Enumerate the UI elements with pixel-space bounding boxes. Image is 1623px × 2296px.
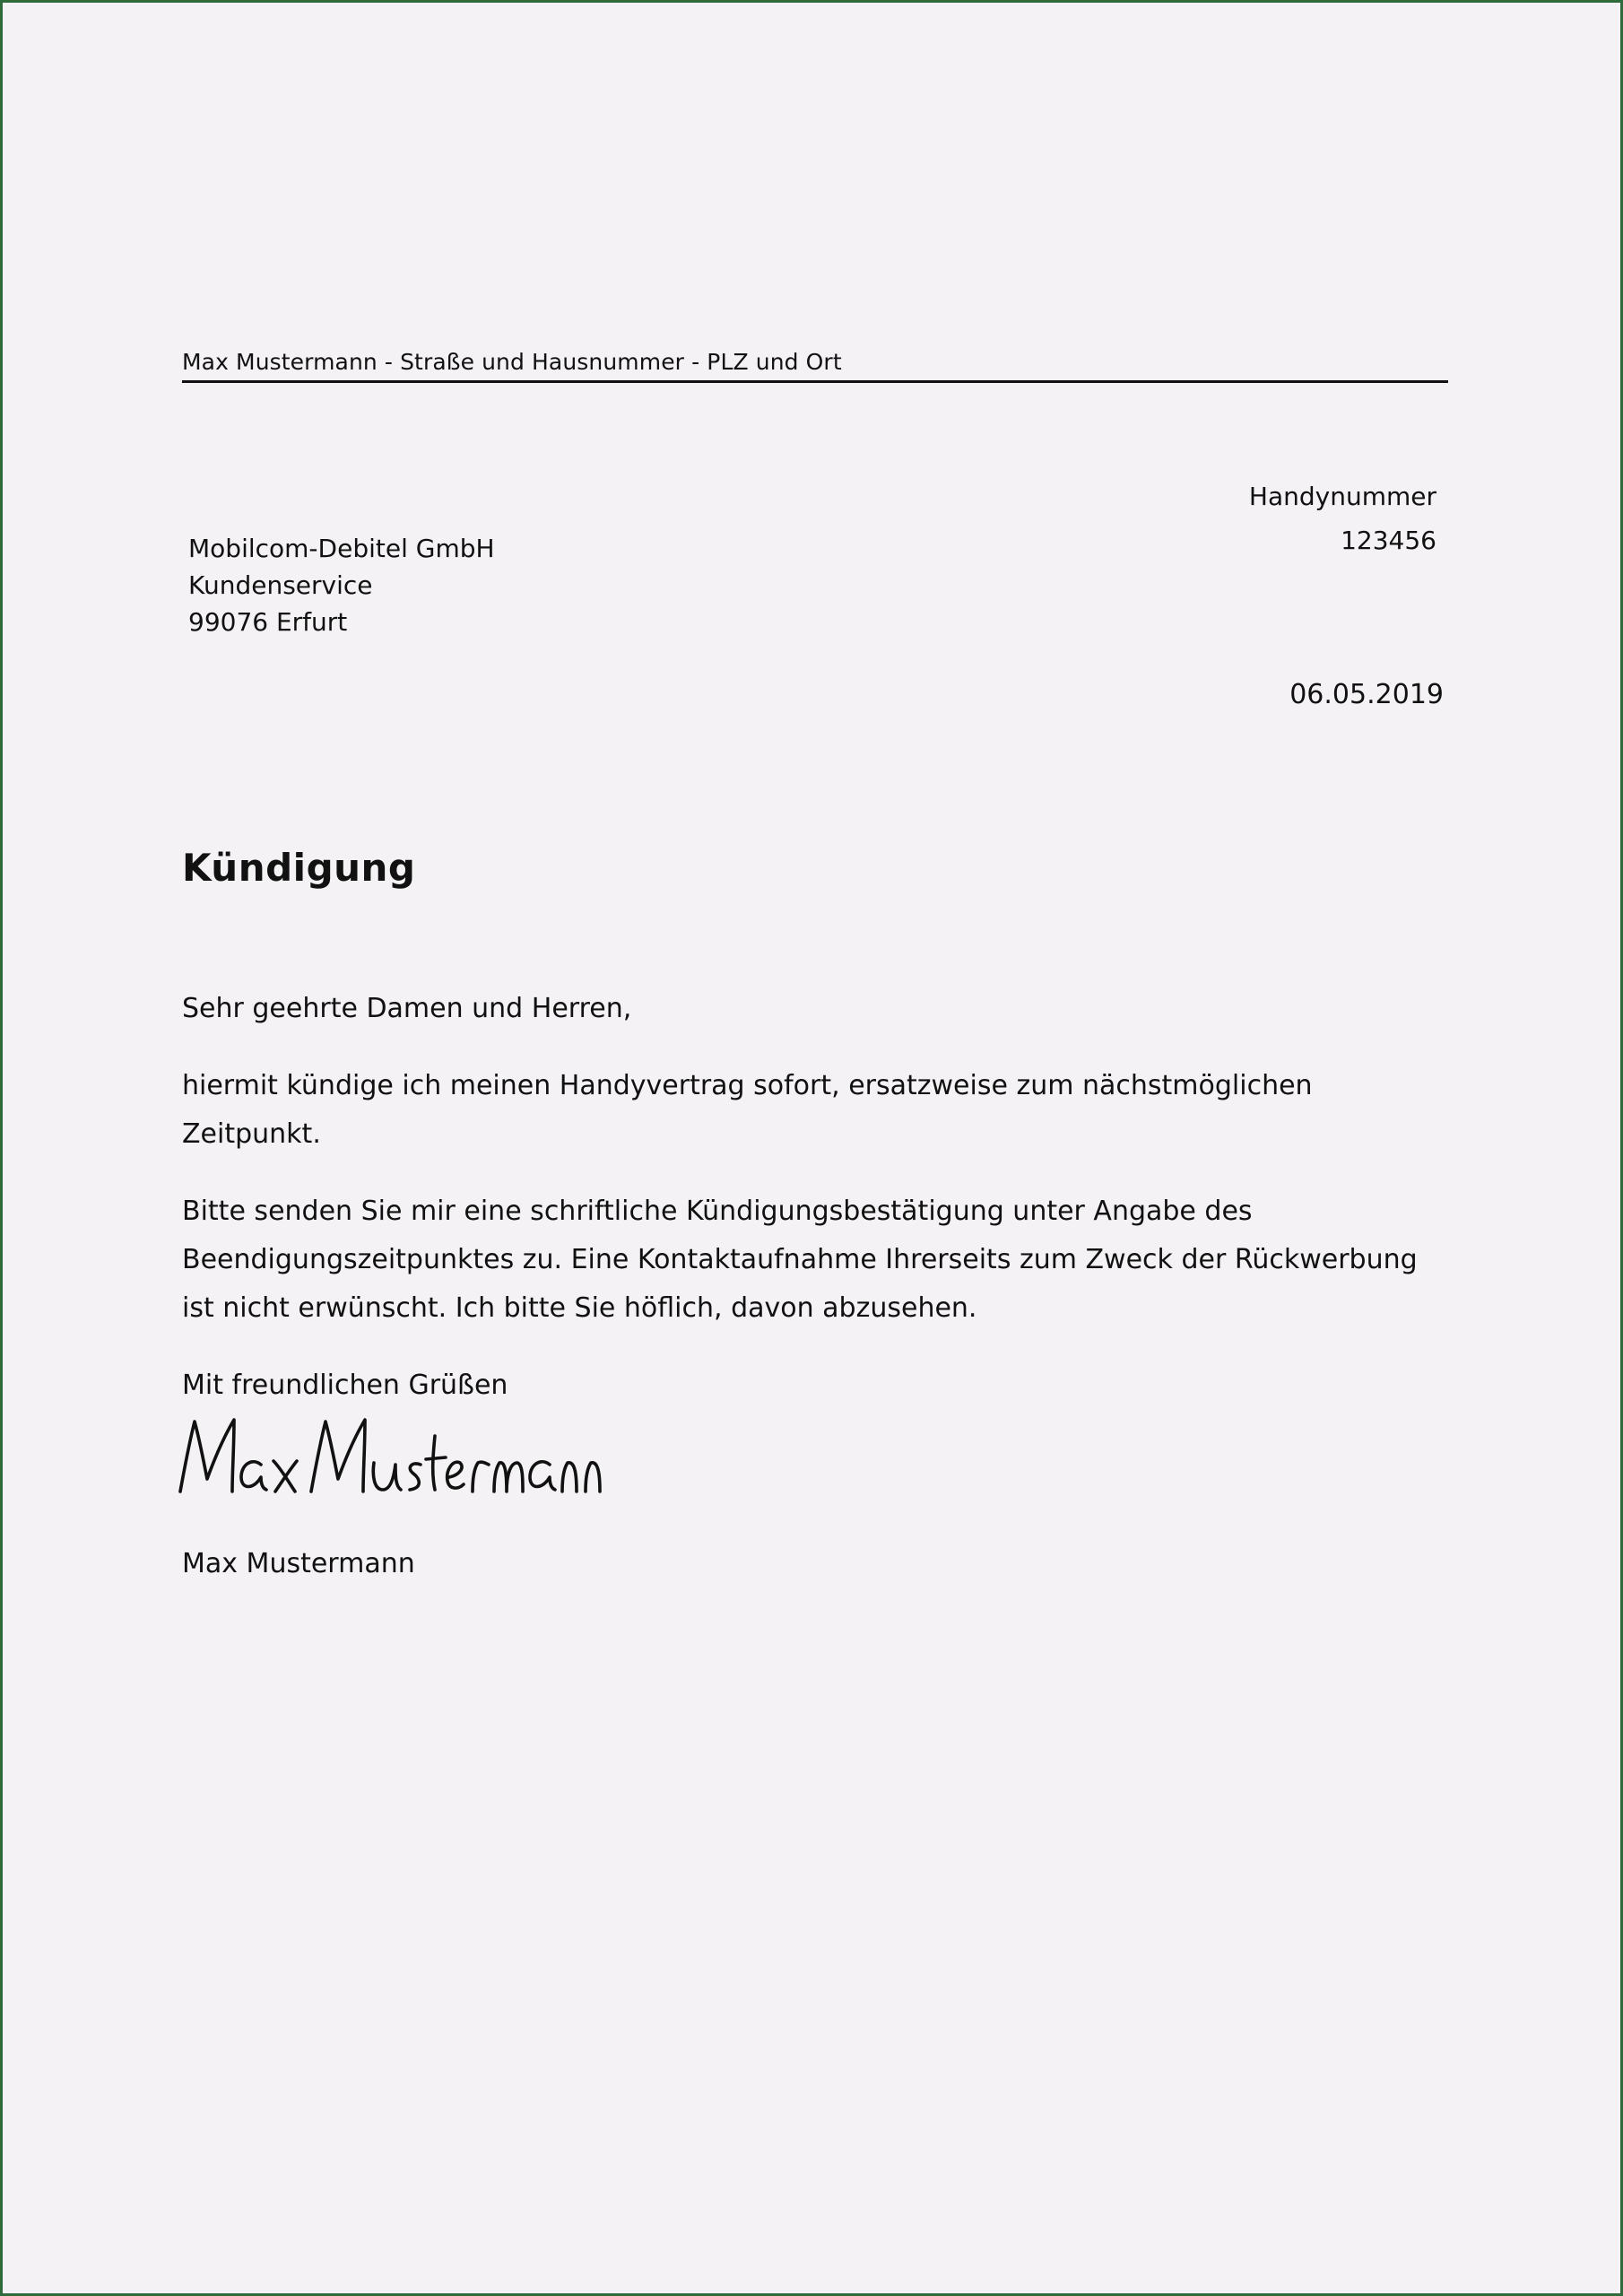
letter-subject: Kündigung — [182, 846, 416, 890]
body-paragraph-1: hiermit kündige ich meinen Handyvertrag sofort, ersatzweise zum nächstmöglichen Zeitpunkt. — [182, 1070, 1313, 1150]
recipient-city: 99076 Erfurt — [188, 607, 348, 637]
body-paragraph-2: Bitte senden Sie mir eine schriftliche Kündigungsbestätigung unter Angabe des Beendigungszeitpunktes zu. Eine Kontaktaufnahme Ihrerseits zum Zweck der Rückwerbung ist nicht erwünscht. Ich bitte Sie höflich, davon abzusehen. — [182, 1196, 1418, 1324]
closing: Mit freundlichen Grüßen — [182, 1370, 508, 1401]
phone-block — [1249, 474, 1436, 562]
phone-label: Handynummer — [1248, 482, 1436, 511]
phone-number: 123456 — [1341, 526, 1436, 555]
salutation: Sehr geehrte Damen und Herren, — [182, 993, 632, 1024]
letter-body — [182, 985, 1455, 1439]
recipient-address — [188, 530, 495, 640]
signer-name: Max Mustermann — [182, 1548, 415, 1579]
sender-divider — [182, 380, 1448, 383]
handwritten-signature — [175, 1409, 623, 1508]
sender-address-line: Max Mustermann - Straße und Hausnummer - PLZ und Ort — [182, 349, 842, 375]
letter-date: 06.05.2019 — [1289, 679, 1444, 710]
recipient-company: Mobilcom-Debitel GmbH — [188, 534, 495, 563]
recipient-department: Kundenservice — [188, 570, 373, 600]
